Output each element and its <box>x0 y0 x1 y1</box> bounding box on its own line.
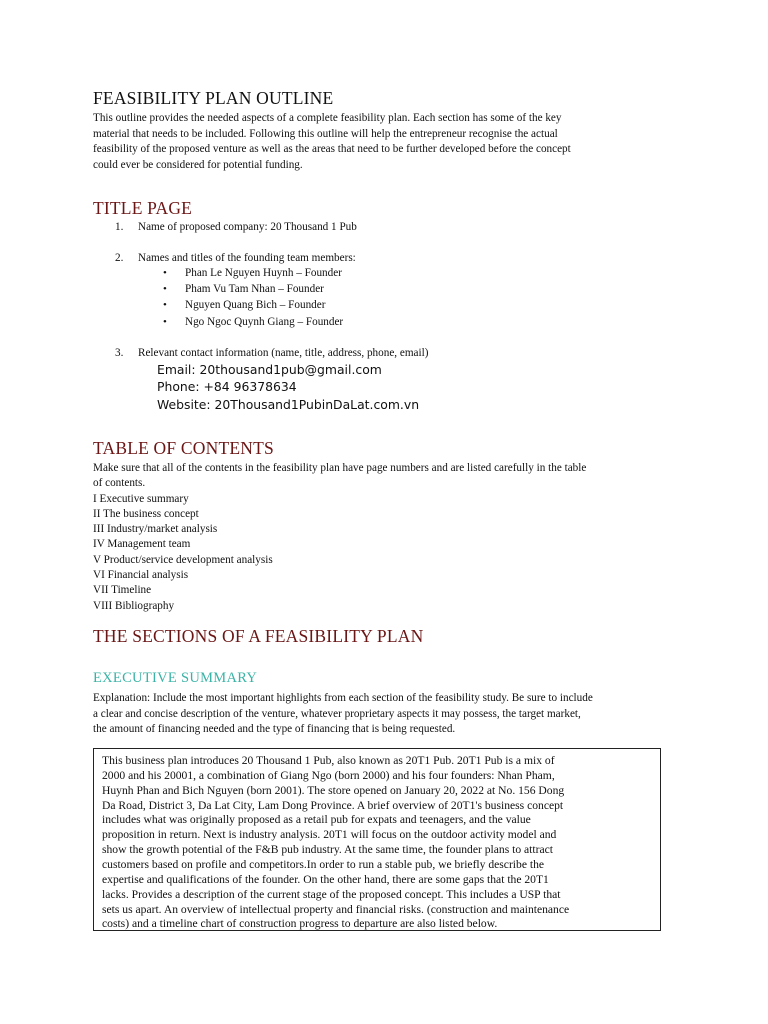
item-text: Name of proposed company: 20 Thousand 1 Pub <box>138 221 357 233</box>
intro-line: material that needs to be included. Following this outline will help the entrepreneur recognise the actual <box>93 127 558 140</box>
toc-entry: III Industry/market analysis <box>93 523 218 536</box>
item-text: Relevant contact information (name, title, address, phone, email) <box>138 347 429 359</box>
toc-list <box>93 461 586 614</box>
sections-heading: THE SECTIONS OF A FEASIBILITY PLAN <box>93 626 424 646</box>
item-number: 1. <box>115 221 124 233</box>
toc-entry: VII Timeline <box>93 584 152 597</box>
executive-summary-box <box>93 748 661 931</box>
executive-summary-explanation <box>93 691 633 738</box>
item-text: Names and titles of the founding team members: <box>138 252 356 264</box>
explanation-line: the amount of financing needed and the type of financing that is being requested. <box>93 723 456 736</box>
summary-line: lacks. Provides a description of the current stage of the proposed concept. This includes a USP that <box>102 887 561 901</box>
bullet-icon: • <box>163 283 167 295</box>
numbered-item-team <box>115 252 356 264</box>
summary-line: proposition in return. Next is industry analysis. 20T1 will focus on the outdoor activity model and <box>102 828 557 842</box>
contact-phone: Phone: +84 96378634 <box>157 379 297 394</box>
executive-summary-heading: EXECUTIVE SUMMARY <box>93 670 258 686</box>
toc-heading: TABLE OF CONTENTS <box>93 438 274 458</box>
summary-line: sets us apart. An overview of intellectual property and financial risks. (construction and maintenance <box>102 902 570 916</box>
founder-list-item <box>163 283 324 295</box>
intro-line: This outline provides the needed aspects of a complete feasibility plan. Each section has some of the key <box>93 112 562 124</box>
summary-line: Huynh Phan and Bich Nguyen (born 2001). The store opened on January 20, 2022 at No. 156 Dong <box>102 783 565 797</box>
toc-entry: II The business concept <box>93 507 199 520</box>
item-number: 2. <box>115 252 124 264</box>
document-title: FEASIBILITY PLAN OUTLINE <box>93 88 334 108</box>
summary-line: Da Road, District 3, Da Lat City, Lam Dong Province. A brief overview of 20T1's business concept <box>102 798 564 812</box>
toc-intro-line: Make sure that all of the contents in the feasibility plan have page numbers and are listed carefully in the table <box>93 462 587 474</box>
summary-line: This business plan introduces 20 Thousand 1 Pub, also known as 20T1 Pub. 20T1 Pub is a mix of <box>102 754 555 767</box>
summary-line: customers based on profile and competitors.In order to run a stable pub, we briefly describe the <box>102 858 545 872</box>
toc-entry: VIII Bibliography <box>93 599 175 612</box>
summary-line: includes what was originally proposed as a retail pub for expats and teenagers, and the value <box>102 813 531 827</box>
founder-name: Nguyen Quang Bich – Founder <box>185 299 326 311</box>
summary-line: 2000 and his 20001, a combination of Giang Ngo (born 2000) and his four founders: Nhan Pham, <box>102 768 555 782</box>
title-page-heading: TITLE PAGE <box>93 198 193 218</box>
founder-list-item <box>163 299 325 311</box>
summary-line: costs) and a timeline chart of construction progress to departure are also listed below. <box>102 917 498 931</box>
bullet-icon: • <box>163 267 167 279</box>
founder-list-item <box>163 267 342 279</box>
toc-intro-line: of contents. <box>93 477 146 490</box>
contact-email: Email: 20thousand1pub@gmail.com <box>157 362 382 377</box>
numbered-item-contact <box>115 347 428 359</box>
summary-line: show the growth potential of the F&B pub industry. At the same time, the founder plans to attract <box>102 843 554 857</box>
toc-entry: I Executive summary <box>93 492 189 505</box>
intro-line: could ever be considered for potential funding. <box>93 158 303 171</box>
founder-name: Ngo Ngoc Quynh Giang – Founder <box>185 316 344 328</box>
toc-entry: IV Management team <box>93 538 191 551</box>
numbered-item-company <box>115 221 357 233</box>
founder-list-item <box>163 316 343 328</box>
toc-entry: V Product/service development analysis <box>93 553 273 566</box>
item-number: 3. <box>115 347 124 359</box>
summary-line: expertise and qualifications of the founder. On the other hand, there are some gaps that the 20T1 <box>102 872 549 886</box>
explanation-line: Explanation: Include the most important highlights from each section of the feasibility study. Be sure to include <box>93 692 593 704</box>
founder-name: Phan Le Nguyen Huynh – Founder <box>185 267 342 279</box>
explanation-line: a clear and concise description of the venture, whatever proprietary aspects it may possess, the target market, <box>93 707 581 720</box>
bullet-icon: • <box>163 299 167 311</box>
founder-name: Pham Vu Tam Nhan – Founder <box>185 283 324 295</box>
contact-website: Website: 20Thousand1PubinDaLat.com.vn <box>157 397 420 412</box>
bullet-icon: • <box>163 316 167 328</box>
intro-paragraph <box>93 111 633 173</box>
toc-entry: VI Financial analysis <box>93 569 189 582</box>
intro-line: feasibility of the proposed venture as well as the areas that need to be further developed before the concept <box>93 143 571 156</box>
